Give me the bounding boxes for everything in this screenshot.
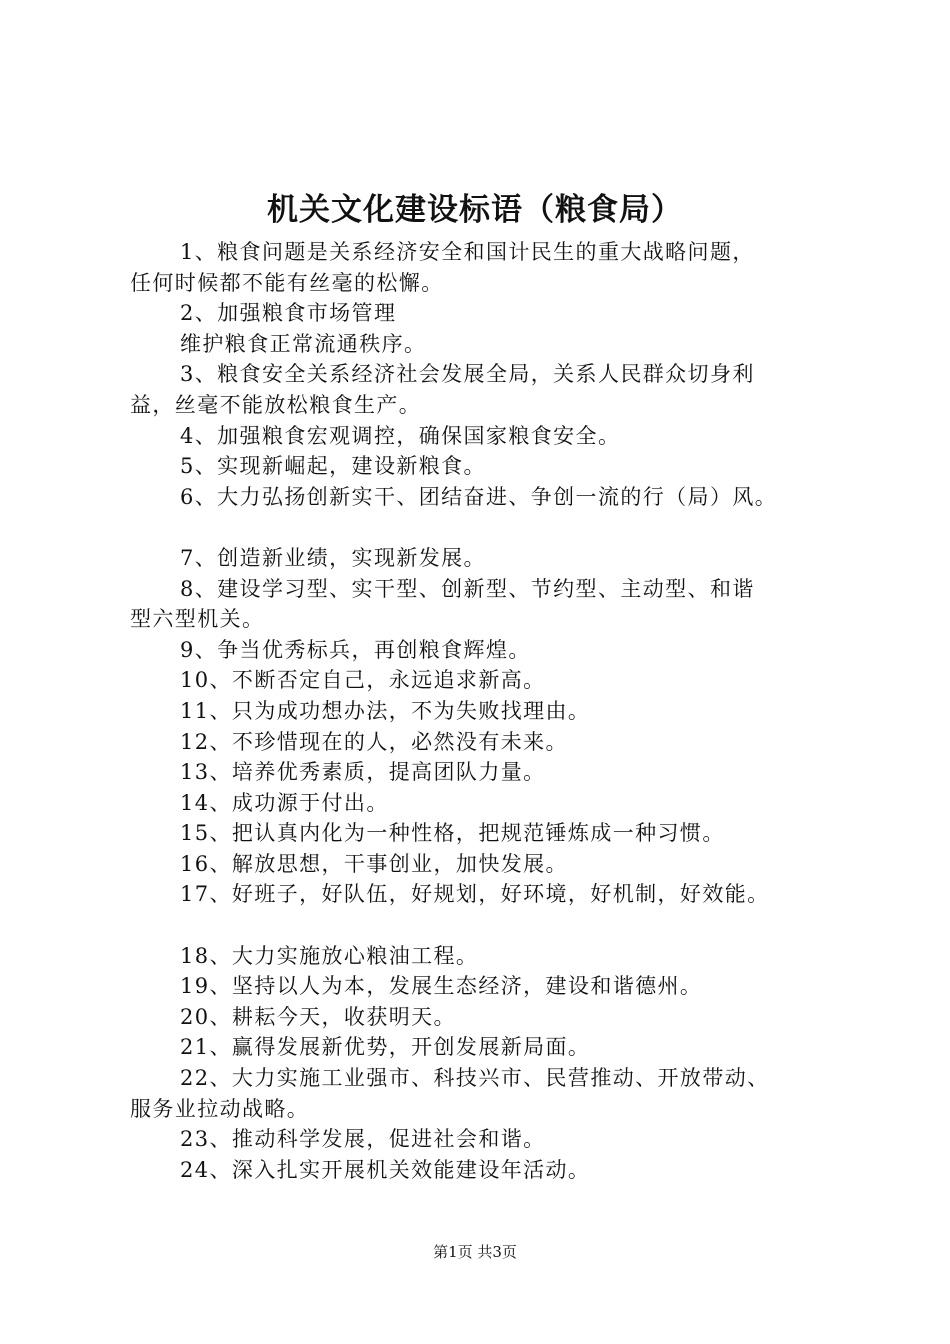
text-line: 5、实现新崛起，建设新粮食。 <box>180 454 486 479</box>
text-line: 10、不断否定自己，永远追求新高。 <box>180 668 546 693</box>
text-line: 14、成功源于付出。 <box>180 790 389 815</box>
blank-line <box>130 910 852 941</box>
text-line: 19、坚持以人为本，发展生态经济，建设和谐德州。 <box>180 974 703 999</box>
text-line: 型六型机关。 <box>130 607 265 632</box>
text-line: 22、大力实施工业强市、科技兴市、民营推动、开放带动、 <box>180 1066 770 1091</box>
text-line: 2、加强粮食市场管理 <box>180 301 397 326</box>
text-line: 7、创造新业绩，实现新发展。 <box>180 545 486 570</box>
text-line: 18、大力实施放心粮油工程。 <box>180 943 479 968</box>
text-line: 1、粮食问题是关系经济安全和国计民生的重大战略问题， <box>180 240 755 264</box>
text-line: 17、好班子，好队伍，好规划，好环境，好机制，好效能。 <box>180 882 770 907</box>
text-line: 16、解放思想，干事创业，加快发展。 <box>180 851 568 876</box>
text-line: 维护粮食正常流通秩序。 <box>180 331 427 356</box>
text-line: 9、争当优秀标兵，再创粮食辉煌。 <box>180 637 531 662</box>
text-line: 11、只为成功想办法，不为失败找理由。 <box>180 698 591 723</box>
text-line: 3、粮食安全关系经济社会发展全局，关系人民群众切身利 <box>180 362 755 387</box>
text-line: 21、赢得发展新优势，开创发展新局面。 <box>180 1035 591 1060</box>
text-line: 4、加强粮食宏观调控，确保国家粮食安全。 <box>180 423 621 448</box>
text-line: 任何时候都不能有丝毫的松懈。 <box>130 270 444 295</box>
text-line: 12、不珍惜现在的人，必然没有未来。 <box>180 729 568 754</box>
text-line: 8、建设学习型、实干型、创新型、节约型、主动型、和谐 <box>180 576 755 601</box>
text-line: 6、大力弘扬创新实干、团结奋进、争创一流的行（局）风。 <box>180 484 778 509</box>
text-line: 24、深入扎实开展机关效能建设年活动。 <box>180 1157 591 1182</box>
blank-line <box>130 512 852 543</box>
text-line: 15、把认真内化为一种性格，把规范锤炼成一种习惯。 <box>180 821 725 846</box>
text-line: 服务业拉动战略。 <box>130 1096 310 1121</box>
text-line: 23、推动科学发展，促进社会和谐。 <box>180 1127 546 1152</box>
text-line: 13、培养优秀素质，提高团队力量。 <box>180 760 546 785</box>
text-line: 20、耕耘今天，收获明天。 <box>180 1004 456 1029</box>
document-body <box>130 237 852 1185</box>
page-title: 机关文化建设标语（粮食局） <box>267 192 683 228</box>
text-line: 益，丝毫不能放松粮食生产。 <box>130 392 422 417</box>
page-footer: 第1页 共3页 <box>433 1243 517 1261</box>
